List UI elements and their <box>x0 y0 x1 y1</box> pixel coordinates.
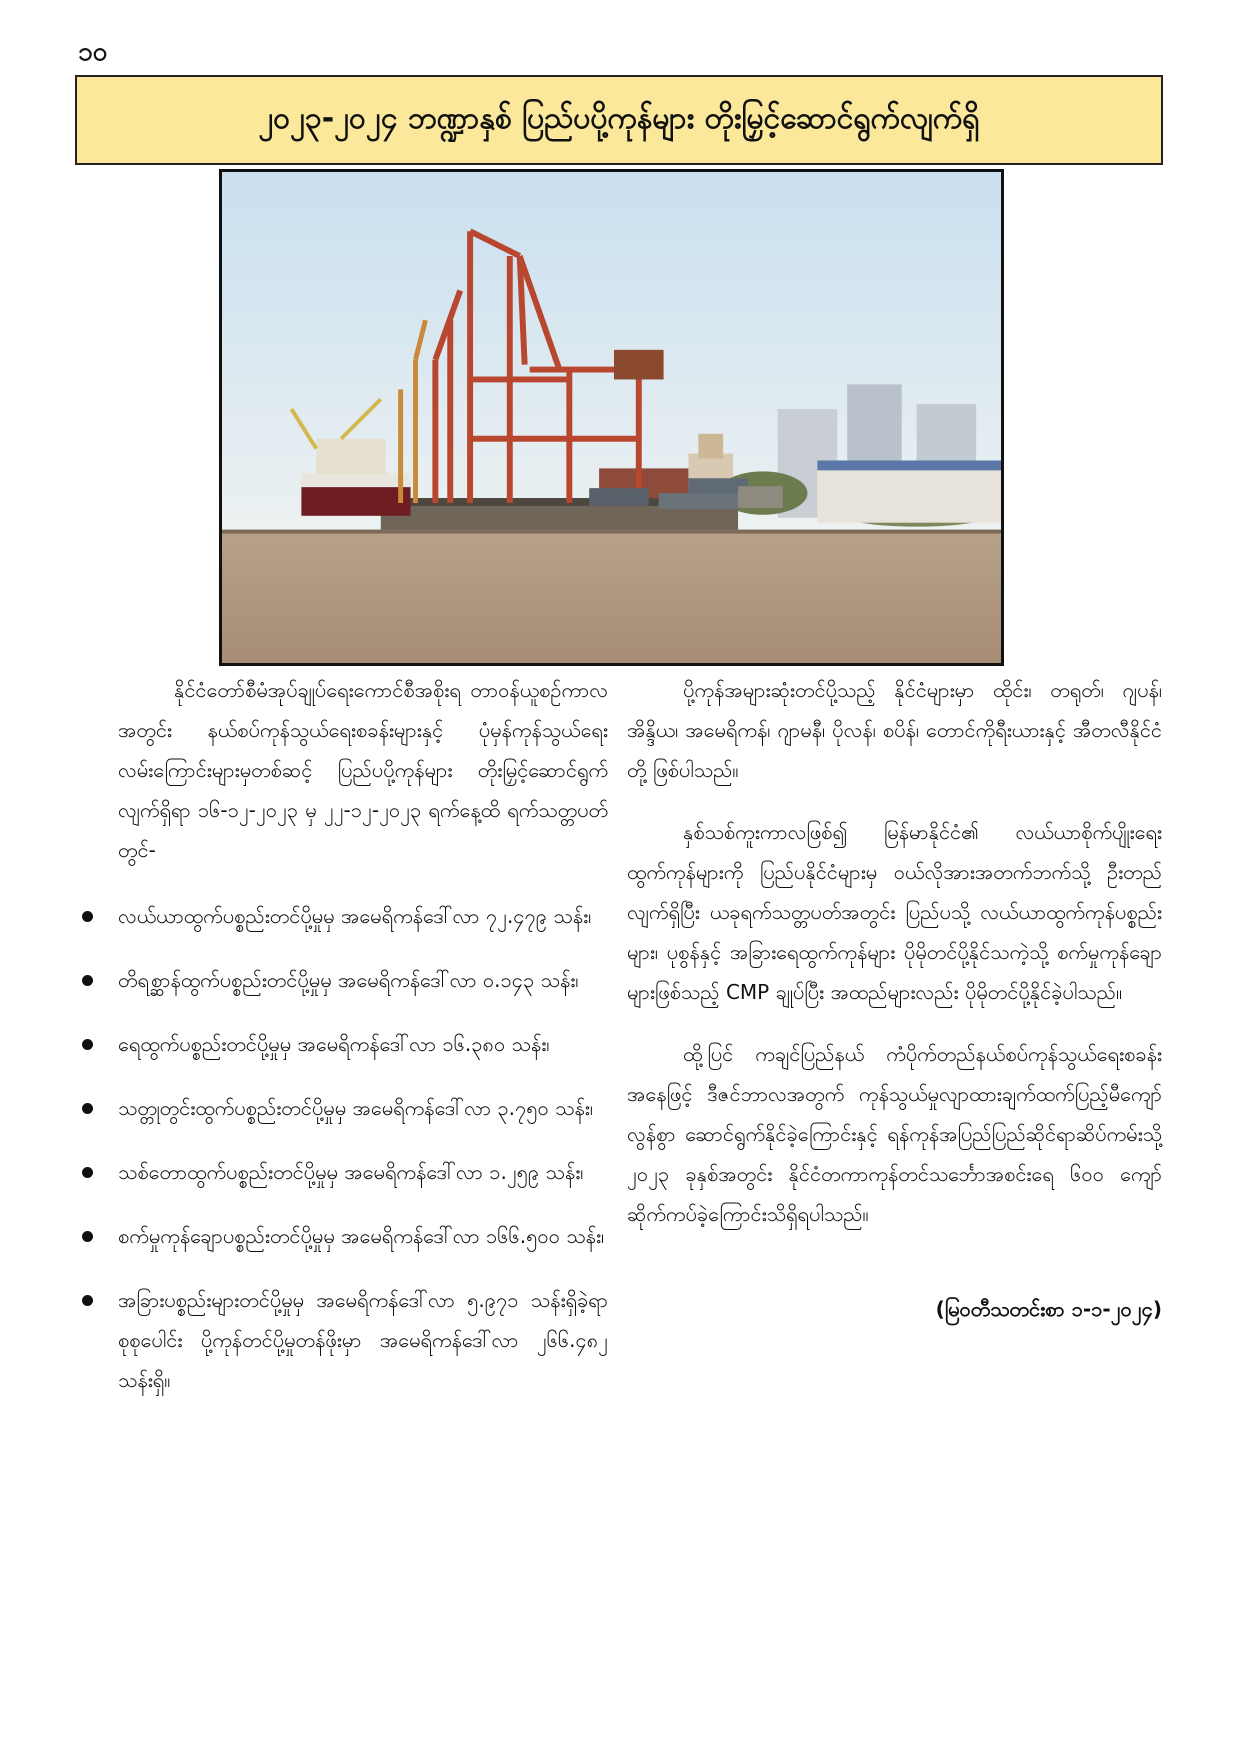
page-number: ၁၀ <box>78 37 108 67</box>
bullet-text: အခြားပစ္စည်းများတင်ပို့မှုမှ အမေရိကန်ဒေါ်လာ ၅.၉၇၁ သန်းရှိခဲ့ရာ စုစုပေါင်း ပို့ကုန်တင်ပို့မှုတန်ဖိုးမှာ အမေရိကန်ဒေါ်လာ ၂၆၆.၄၈၂ သန်းရှိ။ <box>118 1288 608 1392</box>
bullet-text: သတ္တုတွင်းထွက်ပစ္စည်းတင်ပို့မှုမှ အမေရိကန်ဒေါ်လာ ၃.၇၅၀ သန်း၊ <box>118 1096 594 1120</box>
bullet-dot-icon <box>82 911 93 922</box>
bullet-dot-icon <box>82 1167 93 1178</box>
bullet-dot-icon <box>82 1103 93 1114</box>
list-item <box>118 1024 608 1064</box>
bullet-dot-icon <box>82 1231 93 1242</box>
bullet-text: စက်မှုကုန်ချောပစ္စည်းတင်ပို့မှုမှ အမေရိကန်ဒေါ်လာ ၁၆၆.၅၀၀ သန်း၊ <box>118 1224 605 1248</box>
list-item <box>118 1088 608 1128</box>
intro-paragraph: နိုင်ငံတော်စီမံအုပ်ချုပ်ရေးကောင်စီအစိုးရ တာဝန်ယူစဉ်ကာလအတွင်း နယ်စပ်ကုန်သွယ်ရေးစခန်းများနှင့် ပုံမှန်ကုန်သွယ်ရေးလမ်းကြောင်းများမှတစ်ဆင့် ပြည်ပပို့ကုန်များ တိုးမြှင့်ဆောင်ရွက်လျက်ရှိရာ ၁၆-၁၂-၂၀၂၃ မှ ၂၂-၁၂-၂၀၂၃ ရက်နေ့ထိ ရက်သတ္တပတ်တွင်- <box>118 678 608 862</box>
bullet-dot-icon <box>82 1295 93 1306</box>
export-bullet-list <box>118 896 608 1400</box>
border-trade-paragraph: ထို့ပြင် ကချင်ပြည်နယ် ကံပိုက်တည်နယ်စပ်ကုန်သွယ်ရေးစခန်းအနေဖြင့် ဒီဇင်ဘာလအတွက် ကုန်သွယ်မှုလျာထားချက်ထက်ပြည့်မီကျော်လွန်စွာ ဆောင်ရွက်နိုင်ခဲ့ကြောင်းနှင့် ရန်ကုန်အပြည်ပြည်ဆိုင်ရာဆိပ်ကမ်းသို့ ၂၀၂၃ ခုနှစ်အတွင်း နိုင်ငံတကာကုန်တင်သင်္ဘောအစင်းရေ ၆၀၀ ကျော် ဆိုက်ကပ်ခဲ့ကြောင်းသိရှိရပါသည်။ <box>627 1042 1162 1226</box>
port-photo-illustration <box>222 172 1001 663</box>
new-year-paragraph: နှစ်သစ်ကူးကာလဖြစ်၍ မြန်မာနိုင်ငံ၏ လယ်ယာစိုက်ပျိုးရေးထွက်ကုန်များကို ပြည်ပနိုင်ငံများမှ ဝယ်လိုအားအတက်ဘက်သို့ ဦးတည်လျက်ရှိပြီး ယခုရက်သတ္တပတ်အတွင်း ပြည်ပသို့ လယ်ယာထွက်ကုန်ပစ္စည်းများ၊ ပုစွန်နှင့် အခြားရေထွက်ကုန်များ ပိုမိုတင်ပို့နိုင်သကဲ့သို့ စက်မှုကုန်ချောများဖြစ်သည့် CMP ချုပ်ပြီး အထည်များလည်း ပိုမိုတင်ပို့နိုင်ခဲ့ပါသည်။ <box>627 820 1162 1004</box>
bullet-text: သစ်တောထွက်ပစ္စည်းတင်ပို့မှုမှ အမေရိကန်ဒေါ်လာ ၁.၂၅၉ သန်း၊ <box>118 1160 584 1184</box>
list-item <box>118 960 608 1000</box>
headline-box <box>75 75 1163 165</box>
bullet-text: လယ်ယာထွက်ပစ္စည်းတင်ပို့မှုမှ အမေရိကန်ဒေါ်လာ ၇၂.၄၇၉ သန်း၊ <box>118 904 592 928</box>
source-citation: (မြဝတီသတင်းစာ ၁-၁-၂၀၂၄) <box>935 1297 1162 1321</box>
bullet-dot-icon <box>82 975 93 986</box>
bullet-dot-icon <box>82 1039 93 1050</box>
list-item <box>118 1152 608 1192</box>
right-column <box>627 670 1162 1256</box>
headline: ၂၀၂၃-၂၀၂၄ ဘဏ္ဍာနှစ် ပြည်ပပို့ကုန်များ တိုးမြှင့်ဆောင်ရွက်လျက်ရှိ <box>258 100 980 136</box>
list-item <box>118 1280 608 1400</box>
bullet-text: ရေထွက်ပစ္စည်းတင်ပို့မှုမှ အမေရိကန်ဒေါ်လာ ၁၆.၃၈၀ သန်း၊ <box>118 1032 550 1056</box>
list-item <box>118 896 608 936</box>
port-cranes-photo <box>219 169 1004 666</box>
left-column <box>118 670 608 1424</box>
bullet-text: တိရစ္ဆာန်ထွက်ပစ္စည်းတင်ပို့မှုမှ အမေရိကန်ဒေါ်လာ ၀.၁၄၃ သန်း၊ <box>118 968 579 992</box>
list-item <box>118 1216 608 1256</box>
countries-paragraph: ပို့ကုန်အများဆုံးတင်ပို့သည့် နိုင်ငံများမှာ ထိုင်း၊ တရုတ်၊ ဂျပန်၊ အိန္ဒိယ၊ အမေရိကန်၊ ဂျာမနီ၊ ပိုလန်၊ စပိန်၊ တောင်ကိုရီးယားနှင့် အီတလီနိုင်ငံတို့ ဖြစ်ပါသည်။ <box>627 678 1162 782</box>
